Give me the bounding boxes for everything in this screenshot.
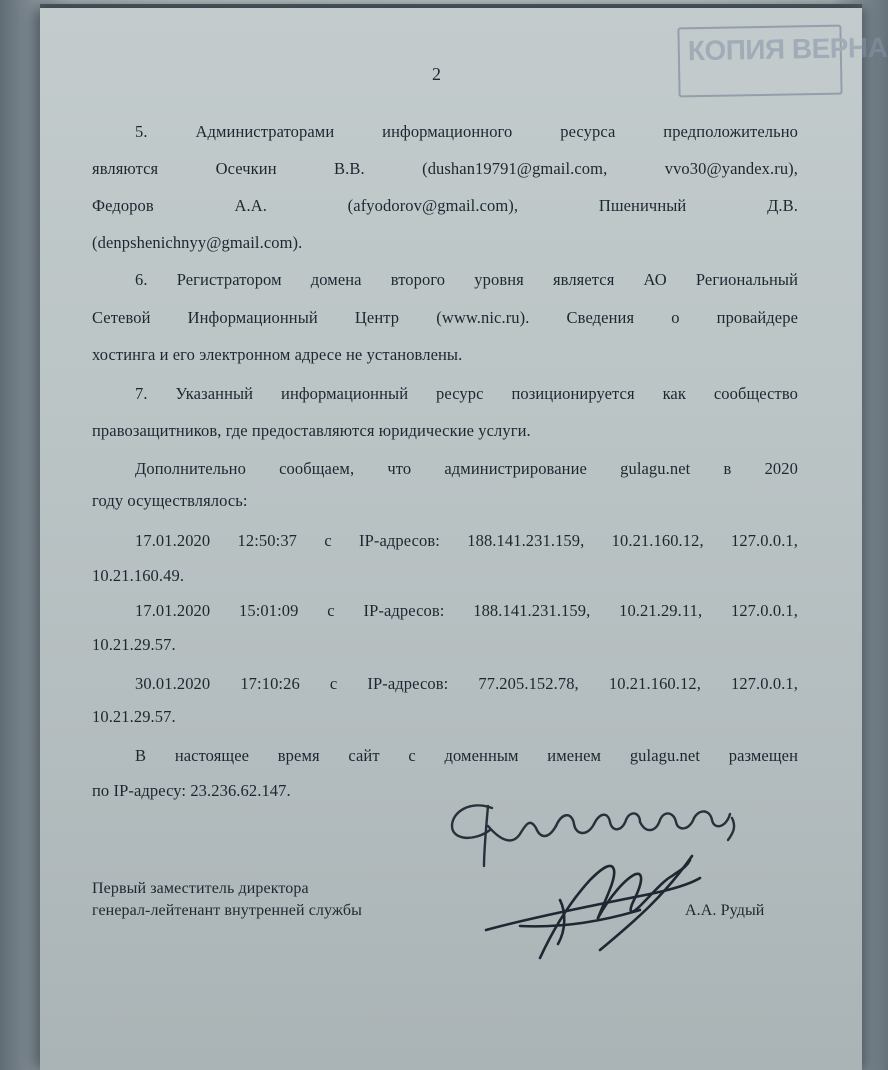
signature-block: [92, 878, 362, 922]
log-entry-1-line-1: 17.01.2020 12:50:37 с IP-адресов: 188.141.231.159, 10.21.160.12, 127.0.0.1,: [135, 531, 798, 550]
current-hosting-line-2: по IP-адресу: 23.236.62.147.: [92, 781, 291, 800]
paragraph-7-line-2: правозащитников, где предоставляются юридические услуги.: [92, 421, 531, 440]
page-number: 2: [432, 64, 442, 84]
paragraph-5-line-1: 5. Администраторами информационного ресурса предположительно: [135, 122, 798, 141]
signer-name: А.А. Рудый: [685, 902, 765, 919]
log-entry-2-line-2: 10.21.29.57.: [92, 635, 176, 654]
extra-line-1: Дополнительно сообщаем, что администрирование gulagu.net в 2020: [135, 459, 798, 478]
signer-position-line-2: генерал-лейтенант внутренней службы: [92, 902, 362, 919]
log-entry-3-line-2: 10.21.29.57.: [92, 707, 176, 726]
paragraph-6-line-3: хостинга и его электронном адресе не установлены.: [92, 345, 463, 364]
paragraph-6-line-2: Сетевой Информационный Центр (www.nic.ru). Сведения о провайдере: [92, 308, 798, 327]
log-entry-1-line-2: 10.21.160.49.: [92, 566, 185, 585]
log-entry-3-line-1: 30.01.2020 17:10:26 с IP-адресов: 77.205.152.78, 10.21.160.12, 127.0.0.1,: [135, 674, 798, 693]
extra-line-2: году осуществлялось:: [92, 491, 248, 510]
paragraph-5-line-4: (denpshenichnyy@gmail.com).: [92, 233, 303, 252]
log-entry-2-line-1: 17.01.2020 15:01:09 с IP-адресов: 188.141.231.159, 10.21.29.11, 127.0.0.1,: [135, 601, 798, 620]
paragraph-6-line-1: 6. Регистратором домена второго уровня является АО Региональный: [135, 270, 798, 289]
paragraph-5-line-3: Федоров А.А. (afyodorov@gmail.com), Пшеничный Д.В.: [92, 196, 798, 215]
paragraph-5-line-2: являются Осечкин В.В. (dushan19791@gmail.com, vvo30@yandex.ru),: [92, 159, 798, 178]
paragraph-7-line-1: 7. Указанный информационный ресурс позиционируется как сообщество: [135, 384, 798, 403]
current-hosting-line-1: В настоящее время сайт с доменным именем gulagu.net размещен: [135, 746, 798, 765]
signer-position-line-1: Первый заместитель директора: [92, 880, 309, 897]
stamp-text: КОПИЯ ВЕРНА: [687, 31, 888, 67]
